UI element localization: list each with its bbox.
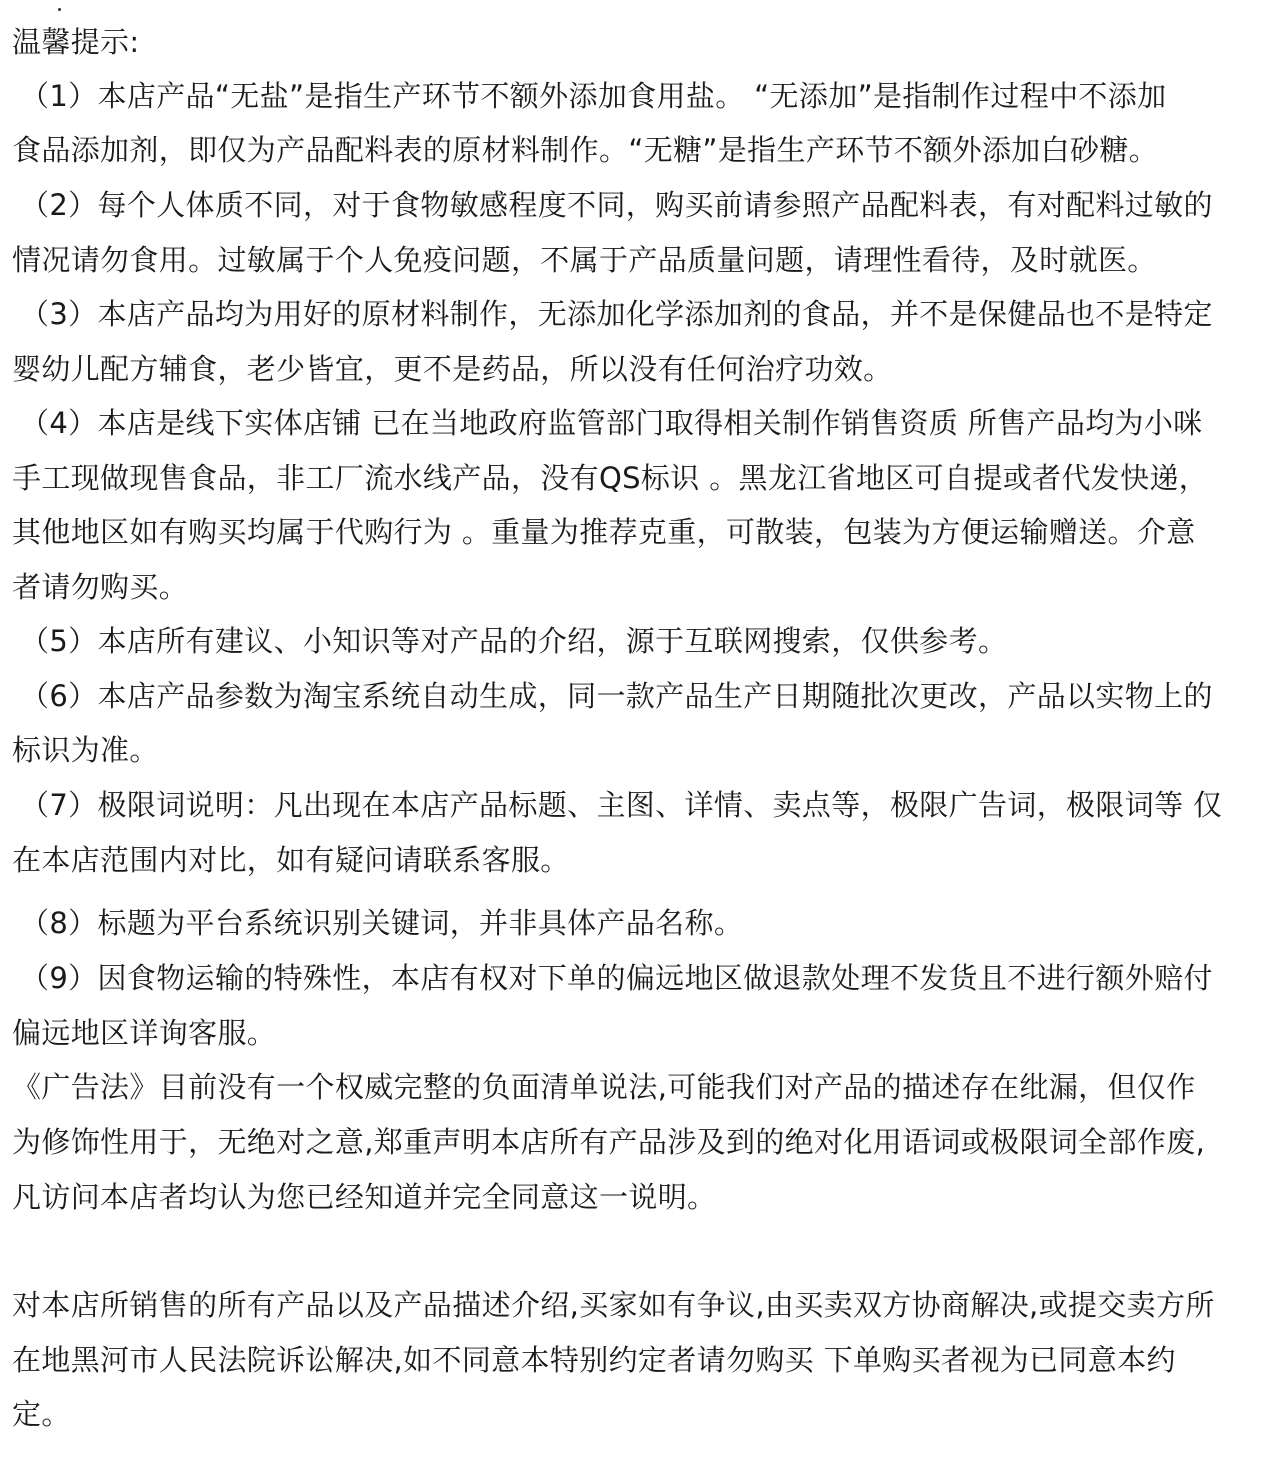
- notice-line-1: （1）本店产品“无盐”是指生产环节不额外添加食用盐。 “无添加”是指制作过程中不添加: [20, 79, 1167, 113]
- notice-line-6: 婴幼儿配方辅食，老少皆宜，更不是药品，所以没有任何治疗功效。: [12, 352, 893, 386]
- notice-line-2: 食品添加剂，即仅为产品配料表的原材料制作。“无糖”是指生产环节不额外添加白砂糖。: [12, 133, 1159, 167]
- notice-line-17: （9）因食物运输的特殊性，本店有权对下单的偏远地区做退款处理不发货且不进行额外赔付: [20, 961, 1213, 995]
- notice-line-13: 标识为准。: [12, 733, 159, 767]
- agreement-line-2: 在地黑河市人民法院诉讼解决,如不同意本特别约定者请勿购买 下单购买者视为已同意本约: [12, 1343, 1176, 1377]
- notice-line-20: 为修饰性用于，无绝对之意,郑重声明本店所有产品涉及到的绝对化用语词或极限词全部作废,: [12, 1125, 1206, 1159]
- notice-line-5: （3）本店产品均为用好的原材料制作，无添加化学添加剂的食品，并不是保健品也不是特定: [20, 297, 1213, 331]
- notice-line-12: （6）本店产品参数为淘宝系统自动生成，同一款产品生产日期随批次更改，产品以实物上的: [20, 679, 1213, 713]
- notice-line-9: 其他地区如有购买均属于代购行为 。重量为推荐克重，可散装，包装为方便运输赠送。介意: [12, 515, 1196, 549]
- notice-line-11: （5）本店所有建议、小知识等对产品的介绍，源于互联网搜索，仅供参考。: [20, 624, 1008, 658]
- notice-line-7: （4）本店是线下实体店铺 已在当地政府监管部门取得相关制作销售资质 所售产品均为小咪: [20, 406, 1203, 440]
- notice-line-8: 手工现做现售食品，非工厂流水线产品，没有QS标识 。黑龙江省地区可自提或者代发快递，: [12, 461, 1209, 495]
- notice-line-19: 《广告法》目前没有一个权威完整的负面清单说法,可能我们对产品的描述存在纰漏，但仅作: [12, 1070, 1196, 1104]
- agreement-line-1: 对本店所销售的所有产品以及产品描述介绍,买家如有争议,由买卖双方协商解决,或提交卖方所: [12, 1288, 1215, 1322]
- agreement-line-3: 定。: [12, 1397, 71, 1431]
- notice-line-15: 在本店范围内对比，如有疑问请联系客服。: [12, 843, 570, 877]
- stray-dot: [58, 8, 61, 11]
- notice-line-16: （8）标题为平台系统识别关键词，并非具体产品名称。: [20, 906, 744, 940]
- notice-line-14: （7）极限词说明：凡出现在本店产品标题、主图、详情、卖点等，极限广告词，极限词等 仅: [20, 788, 1223, 822]
- notice-line-21: 凡访问本店者均认为您已经知道并完全同意这一说明。: [12, 1180, 717, 1214]
- notice-line-3: （2）每个人体质不同，对于食物敏感程度不同，购买前请参照产品配料表，有对配料过敏的: [20, 188, 1213, 222]
- notice-line-18: 偏远地区详询客服。: [12, 1016, 277, 1050]
- notice-line-4: 情况请勿食用。过敏属于个人免疫问题，不属于产品质量问题，请理性看待，及时就医。: [12, 243, 1157, 277]
- notice-title: 温馨提示:: [12, 25, 140, 59]
- notice-line-10: 者请勿购买。: [12, 570, 189, 604]
